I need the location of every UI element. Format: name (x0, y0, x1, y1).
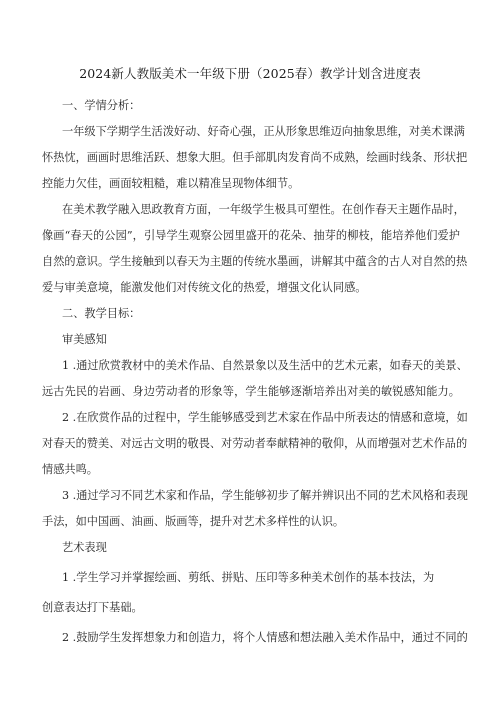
list-item-line: 3 .通过学习不同艺术家和作品，学生能够初步了解并辨识出不同的艺术风格和表现 (62, 489, 468, 502)
list-item-line: 2 .鼓励学生发挥想象力和创造力，将个人情感和想法融入美术作品中，通过不同的 (62, 631, 468, 644)
section-heading-learning-analysis: 一、学情分析： (62, 99, 141, 112)
paragraph-line: 爱与审美意境，能激发他们对传统文化的热爱，增强文化认同感。 (42, 281, 367, 294)
subheading-artistic-expression: 艺术表现 (62, 541, 107, 554)
list-item-line: 情感共鸣。 (42, 463, 98, 476)
list-item-line: 创意表达打下基础。 (42, 601, 143, 614)
document-title: 2024新人教版美术一年级下册（2025春）教学计划含进度表 (79, 66, 421, 81)
list-item-line: 手法，如中国画、油画、版画等，提升对艺术多样性的认识。 (42, 515, 345, 528)
subheading-aesthetic-perception: 审美感知 (62, 333, 107, 346)
list-item-line: 对春天的赞美、对远古文明的敬畏、对劳动者奉献精神的敬仰，从而增强对艺术作品的 (42, 437, 468, 450)
section-heading-teaching-goals: 二、教学目标： (62, 307, 141, 320)
list-item-line: 2 .在欣赏作品的过程中，学生能够感受到艺术家在作品中所表达的情感和意境，如 (62, 411, 468, 424)
list-item-line: 1 .学生学习并掌握绘画、剪纸、拼贴、压印等多种美术创作的基本技法，为 (62, 571, 435, 584)
paragraph-line: 一年级下学期学生活泼好动、好奇心强，正从形象思维迈向抽象思维，对美术课满 (62, 125, 465, 138)
paragraph-line: 自然的意识。学生接触到以春天为主题的传统水墨画，讲解其中蕴含的古人对自然的热 (42, 255, 468, 268)
paragraph-line: 控能力欠佳，画面较粗糙，难以精准呈现物体细节。 (42, 177, 300, 190)
list-item-line: 远古先民的岩画、身边劳动者的形象等，学生能够逐渐培养出对美的敏锐感知能力。 (42, 385, 460, 398)
list-item-line: 1 .通过欣赏教材中的美术作品、自然景象以及生活中的艺术元素，如春天的美景、 (62, 359, 468, 372)
paragraph-line: 在美术教学融入思政教育方面，一年级学生极具可塑性。在创作春天主题作品时， (62, 203, 465, 216)
paragraph-line: 怀热忱，画画时思维活跃、想象大胆。但手部肌肉发育尚不成熟，绘画时线条、形状把 (42, 151, 468, 164)
paragraph-line: 像画“春天的公园”，引导学生观察公园里盛开的花朵、抽芽的柳枝，能培养他们爱护 (42, 229, 460, 242)
